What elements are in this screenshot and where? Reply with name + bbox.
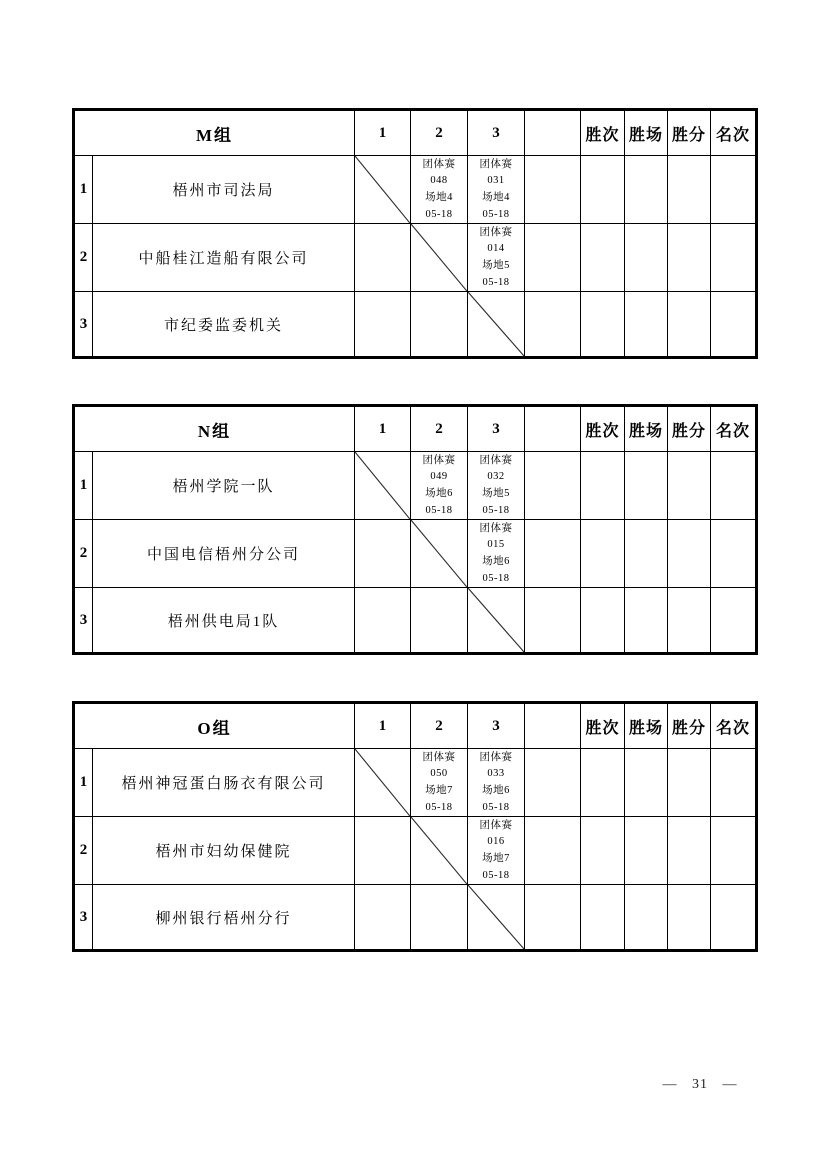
stat-cell	[581, 156, 625, 224]
diagonal-cell	[411, 520, 468, 588]
stat-cell	[581, 224, 625, 292]
col-header-2: 2	[411, 406, 468, 452]
match-cell	[355, 588, 411, 654]
table-row	[74, 817, 757, 885]
stat-cell	[711, 817, 757, 885]
col-header-rank: 名次	[711, 406, 757, 452]
diagonal-line	[355, 749, 410, 816]
col-header-rank: 名次	[711, 110, 757, 156]
stat-cell	[668, 224, 711, 292]
col-header-rank: 名次	[711, 703, 757, 749]
stat-cell	[581, 520, 625, 588]
col-header-1: 1	[355, 110, 411, 156]
stat-cell	[668, 749, 711, 817]
spacer-cell	[525, 452, 581, 520]
group-title: O组	[74, 703, 355, 749]
stat-cell	[581, 749, 625, 817]
stat-cell	[581, 885, 625, 951]
match-cell: 团体赛 016 场地7 05-18	[468, 817, 525, 885]
group-table-o	[72, 701, 758, 952]
diagonal-cell	[468, 885, 525, 951]
spacer-cell	[525, 156, 581, 224]
match-cell: 团体赛 032 场地5 05-18	[468, 452, 525, 520]
col-header-win-points: 胜分	[668, 110, 711, 156]
row-number-cell: 2	[74, 224, 93, 292]
stat-cell	[711, 885, 757, 951]
diagonal-line	[468, 292, 524, 356]
page-number: — 31 —	[662, 1077, 738, 1092]
col-header-3: 3	[468, 703, 525, 749]
diagonal-cell	[355, 452, 411, 520]
stat-cell	[625, 156, 668, 224]
spacer-cell	[525, 817, 581, 885]
diagonal-cell	[468, 588, 525, 654]
stat-cell	[711, 452, 757, 520]
stat-cell	[581, 588, 625, 654]
col-header-3: 3	[468, 110, 525, 156]
team-name-cell: 中国电信梧州分公司	[93, 520, 355, 588]
col-header-3: 3	[468, 406, 525, 452]
col-header-blank	[525, 110, 581, 156]
row-number-cell: 2	[74, 520, 93, 588]
diagonal-line	[468, 885, 524, 949]
stat-cell	[581, 452, 625, 520]
match-cell	[355, 885, 411, 951]
stat-cell	[711, 292, 757, 358]
col-header-blank	[525, 703, 581, 749]
group-table-m	[72, 108, 758, 359]
row-number-cell: 2	[74, 817, 93, 885]
col-header-win-times: 胜次	[581, 406, 625, 452]
col-header-2: 2	[411, 703, 468, 749]
match-cell	[355, 520, 411, 588]
col-header-win-games: 胜场	[625, 406, 668, 452]
team-name-cell: 梧州学院一队	[93, 452, 355, 520]
match-cell: 团体赛 031 场地4 05-18	[468, 156, 525, 224]
diagonal-cell	[355, 749, 411, 817]
stat-cell	[668, 520, 711, 588]
spacer-cell	[525, 588, 581, 654]
spacer-cell	[525, 292, 581, 358]
stat-cell	[625, 588, 668, 654]
stat-cell	[711, 588, 757, 654]
match-cell	[411, 885, 468, 951]
stat-cell	[625, 749, 668, 817]
col-header-2: 2	[411, 110, 468, 156]
diagonal-line	[355, 452, 410, 519]
team-name-cell: 市纪委监委机关	[93, 292, 355, 358]
stat-cell	[668, 292, 711, 358]
diagonal-line	[411, 817, 467, 884]
stat-cell	[625, 292, 668, 358]
table-row	[74, 749, 757, 817]
row-number-cell: 3	[74, 588, 93, 654]
table-row	[74, 224, 757, 292]
team-name-cell: 梧州市司法局	[93, 156, 355, 224]
row-number-cell: 1	[74, 452, 93, 520]
match-cell: 团体赛 048 场地4 05-18	[411, 156, 468, 224]
match-cell: 团体赛 049 场地6 05-18	[411, 452, 468, 520]
match-cell: 团体赛 014 场地5 05-18	[468, 224, 525, 292]
diagonal-cell	[411, 817, 468, 885]
col-header-1: 1	[355, 703, 411, 749]
stat-cell	[668, 817, 711, 885]
diagonal-line	[411, 520, 467, 587]
stat-cell	[625, 224, 668, 292]
team-name-cell: 梧州供电局1队	[93, 588, 355, 654]
stat-cell	[625, 817, 668, 885]
team-name-cell: 柳州银行梧州分行	[93, 885, 355, 951]
stat-cell	[625, 452, 668, 520]
group-title: N组	[74, 406, 355, 452]
match-cell: 团体赛 015 场地6 05-18	[468, 520, 525, 588]
col-header-win-games: 胜场	[625, 110, 668, 156]
table-row	[74, 156, 757, 224]
diagonal-cell	[468, 292, 525, 358]
row-number-cell: 3	[74, 292, 93, 358]
team-name-cell: 梧州市妇幼保健院	[93, 817, 355, 885]
diagonal-line	[355, 156, 410, 223]
group-table-n	[72, 404, 758, 655]
row-number-cell: 1	[74, 156, 93, 224]
col-header-win-points: 胜分	[668, 406, 711, 452]
match-cell: 团体赛 033 场地6 05-18	[468, 749, 525, 817]
row-number-cell: 1	[74, 749, 93, 817]
stat-cell	[668, 885, 711, 951]
table-row	[74, 292, 757, 358]
stat-cell	[581, 292, 625, 358]
group-title: M组	[74, 110, 355, 156]
match-cell: 团体赛 050 场地7 05-18	[411, 749, 468, 817]
col-header-win-times: 胜次	[581, 110, 625, 156]
spacer-cell	[525, 885, 581, 951]
stat-cell	[581, 817, 625, 885]
diagonal-line	[411, 224, 467, 291]
row-number-cell: 3	[74, 885, 93, 951]
col-header-win-games: 胜场	[625, 703, 668, 749]
diagonal-cell	[411, 224, 468, 292]
match-cell	[355, 292, 411, 358]
diagonal-cell	[355, 156, 411, 224]
team-name-cell: 梧州神冠蛋白肠衣有限公司	[93, 749, 355, 817]
table-row	[74, 885, 757, 951]
table-row	[74, 452, 757, 520]
stat-cell	[711, 749, 757, 817]
spacer-cell	[525, 749, 581, 817]
spacer-cell	[525, 224, 581, 292]
match-cell	[355, 224, 411, 292]
match-cell	[355, 817, 411, 885]
stat-cell	[625, 520, 668, 588]
stat-cell	[668, 452, 711, 520]
stat-cell	[668, 156, 711, 224]
match-cell	[411, 292, 468, 358]
spacer-cell	[525, 520, 581, 588]
col-header-win-times: 胜次	[581, 703, 625, 749]
table-row	[74, 520, 757, 588]
stat-cell	[711, 156, 757, 224]
stat-cell	[625, 885, 668, 951]
team-name-cell: 中船桂江造船有限公司	[93, 224, 355, 292]
diagonal-line	[468, 588, 524, 652]
match-cell	[411, 588, 468, 654]
stat-cell	[668, 588, 711, 654]
table-row	[74, 588, 757, 654]
col-header-win-points: 胜分	[668, 703, 711, 749]
col-header-1: 1	[355, 406, 411, 452]
stat-cell	[711, 224, 757, 292]
col-header-blank	[525, 406, 581, 452]
stat-cell	[711, 520, 757, 588]
